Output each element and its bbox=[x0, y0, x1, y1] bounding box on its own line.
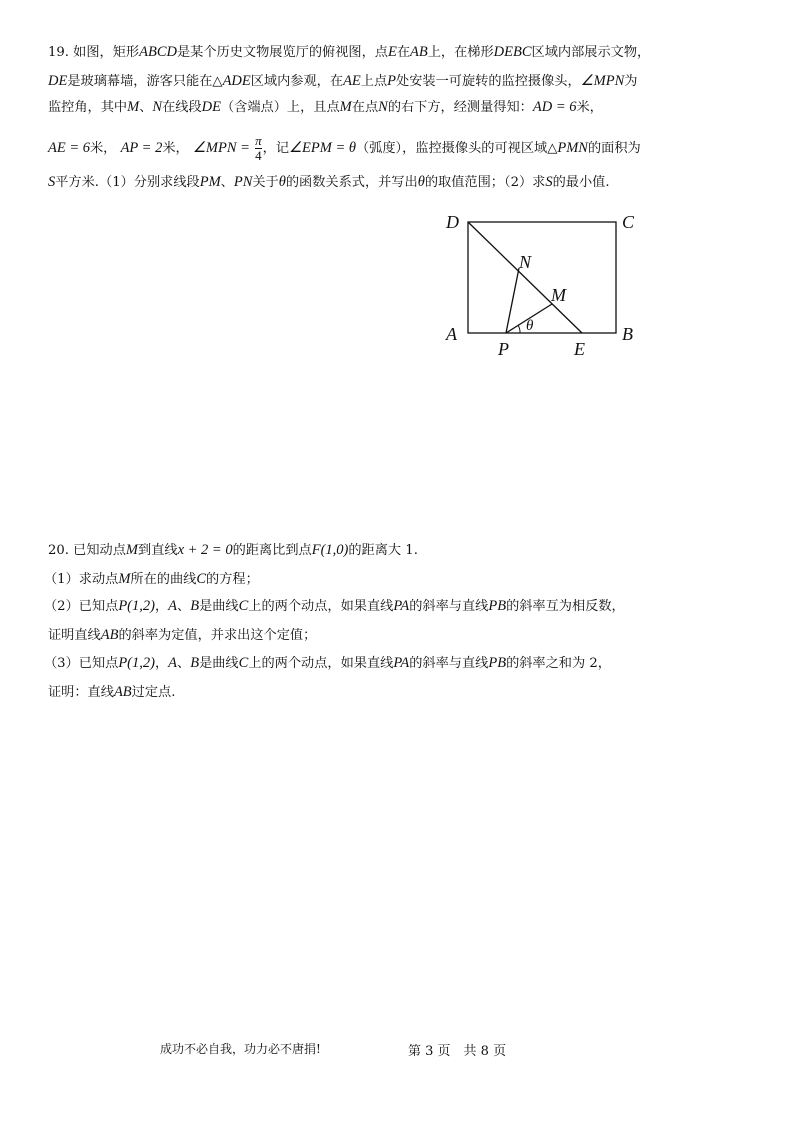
label-B: B bbox=[622, 324, 633, 344]
segment-PN bbox=[506, 268, 519, 333]
q19-line-4: AE = 6米， AP = 2米， ∠MPN = $\frac{\pi}{4}$ ，记∠EPM = θ（弧度），监控摄像头的可视区域△PMN的面积为 bbox=[48, 133, 641, 163]
q19-line-2: DE是玻璃幕墙，游客只能在△ADE区域内参观，在AE上点P处安装一可旋转的监控摄像头，∠MPN为 bbox=[48, 73, 638, 89]
q20-part-1: （1）求动点M所在的曲线C的方程； bbox=[44, 571, 259, 587]
q20-part-2-cont: 证明直线AB的斜率为定值，并求出这个定值； bbox=[48, 627, 317, 643]
label-P: P bbox=[498, 339, 509, 359]
q19-line-5: S平方米.（1）分别求线段PM、PN关于θ的函数关系式，并写出θ的取值范围；（2）求S的最小值. bbox=[48, 174, 610, 190]
label-C: C bbox=[622, 212, 635, 232]
q20-part-2: （2）已知点P(1,2)，A、B是曲线C上的两个动点，如果直线PA的斜率与直线PB的斜率互为相反数， bbox=[44, 598, 625, 614]
label-A: A bbox=[446, 324, 457, 344]
rectangle-ABCD bbox=[468, 222, 616, 333]
segment-DE bbox=[468, 222, 582, 333]
geometry-figure bbox=[438, 208, 658, 368]
label-theta: θ bbox=[526, 318, 534, 334]
q20-part-3-cont: 证明：直线AB过定点. bbox=[48, 684, 176, 700]
q20-line-1: 20. 已知动点M到直线x + 2 = 0的距离比到点F(1,0)的距离大 1. bbox=[48, 542, 418, 558]
label-E: E bbox=[574, 339, 585, 359]
q19-line-1: 19. 如图，矩形ABCD是某个历史文物展览厅的俯视图，点E在AB上，在梯形DEBC区域内部展示文物， bbox=[48, 44, 651, 60]
label-D: D bbox=[446, 212, 459, 232]
footer-motto: 成功不必自我，功力必不唐捐! bbox=[160, 1042, 321, 1056]
q19-line-3: 监控角，其中M、N在线段DE（含端点）上，且点M在点N的右下方，经测量得知：AD = 6米， bbox=[48, 99, 603, 115]
pi-over-4-fraction: $\frac{\pi}{4}$ bbox=[255, 133, 262, 163]
label-N: N bbox=[519, 252, 532, 272]
footer-page-number: 第 3 页 共 8 页 bbox=[408, 1044, 507, 1059]
q20-part-3: （3）已知点P(1,2)，A、B是曲线C上的两个动点，如果直线PA的斜率与直线PB的斜率之和为 2， bbox=[44, 655, 611, 671]
angle-theta-arc bbox=[518, 325, 520, 333]
label-M: M bbox=[551, 285, 566, 305]
